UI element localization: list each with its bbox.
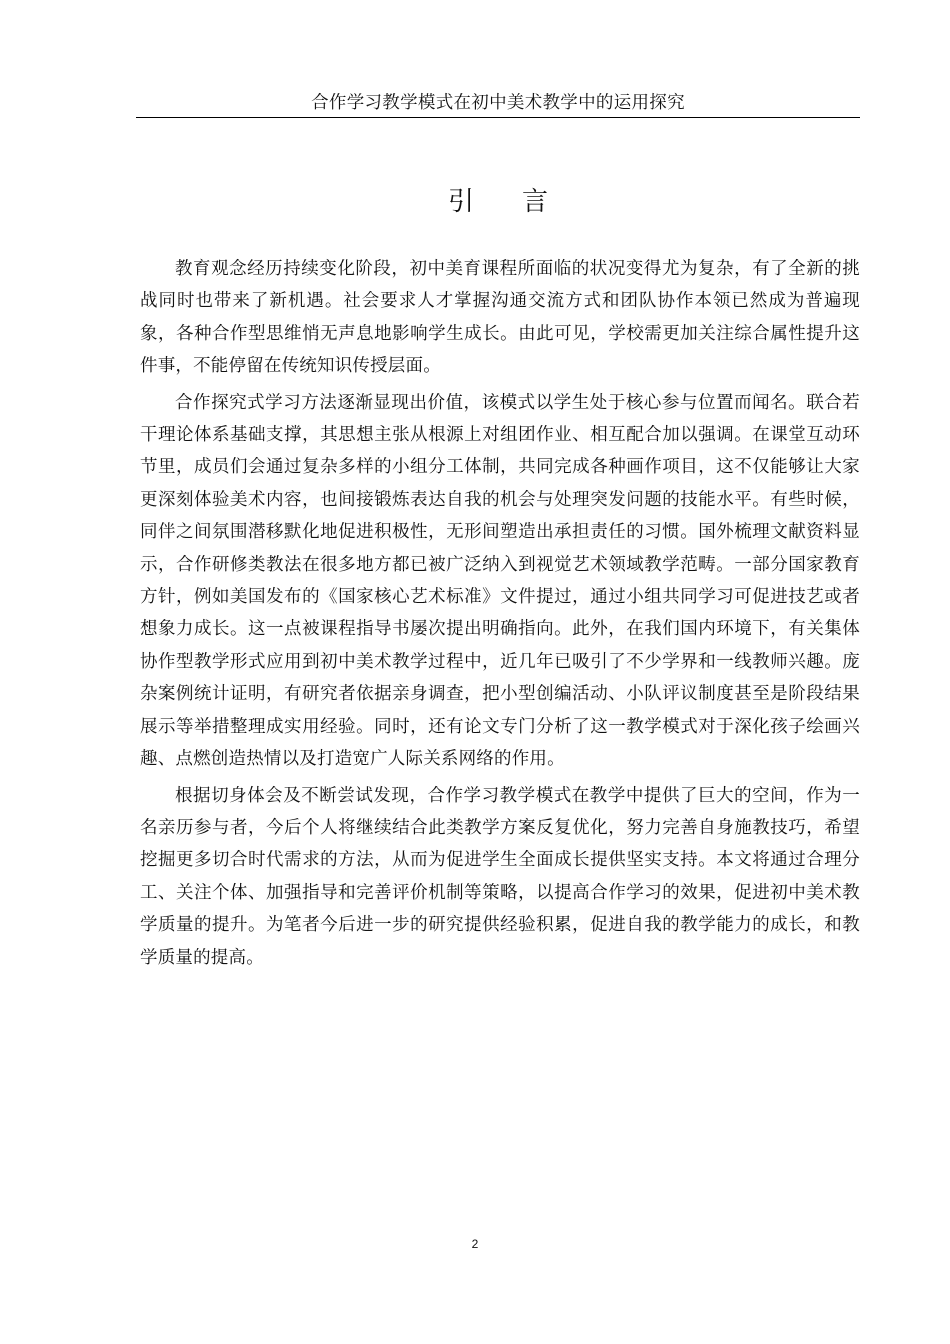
paragraph: 教育观念经历持续变化阶段，初中美育课程所面临的状况变得尤为复杂，有了全新的挑战同时也带来了新机遇。社会要求人才掌握沟通交流方式和团队协作本领已然成为普遍现象，各种合作型思维悄无声息地影响学生成长。由此可见，学校需更加关注综合属性提升这件事，不能停留在传统知识传授层面。 bbox=[140, 259, 860, 377]
section-heading-char-1: 引 bbox=[447, 187, 474, 217]
body-text bbox=[140, 253, 860, 978]
running-header: 合作学习教学模式在初中美术教学中的运用探究 bbox=[136, 90, 860, 118]
section-heading bbox=[136, 184, 860, 220]
page-number: 2 bbox=[471, 1237, 479, 1251]
paragraph: 合作探究式学习方法逐渐显现出价值，该模式以学生处于核心参与位置而闻名。联合若干理论体系基础支撑，其思想主张从根源上对组团作业、相互配合加以强调。在课堂互动环节里，成员们会通过复杂多样的小组分工体制，共同完成各种画作项目，这不仅能够让大家更深刻体验美术内容，也间接锻炼表达自我的机会与处理突发问题的技能水平。有些时候，同伴之间氛围潜移默化地促进积极性，无形间塑造出承担责任的习惯。国外梳理文献资料显示，合作研修类教法在很多地方都已被广泛纳入到视觉艺术领域教学范畴。一部分国家教育方针，例如美国发布的《国家核心艺术标准》文件提过，通过小组共同学习可促进技艺或者想象力成长。这一点被课程指导书屡次提出明确指向。此外，在我们国内环境下，有关集体协作型教学形式应用到初中美术教学过程中，近几年已吸引了不少学界和一线教师兴趣。庞杂案例统计证明，有研究者依据亲身调查，把小型创编活动、小队评议制度甚至是阶段结果展示等举措整理成实用经验。同时，还有论文专门分析了这一教学模式对于深化孩子绘画兴趣、点燃创造热情以及打造宽广人际关系网络的作用。 bbox=[140, 392, 860, 770]
section-heading-char-2: 言 bbox=[522, 187, 549, 217]
paragraph: 根据切身体会及不断尝试发现，合作学习教学模式在教学中提供了巨大的空间，作为一名亲历参与者，今后个人将继续结合此类教学方案反复优化，努力完善自身施教技巧，希望挖掘更多切合时代需求的方法，从而为促进学生全面成长提供坚实支持。本文将通过合理分工、关注个体、加强指导和完善评价机制等策略，以提高合作学习的效果，促进初中美术教学质量的提升。为笔者今后进一步的研究提供经验积累，促进自我的教学能力的成长，和教学质量的提高。 bbox=[140, 785, 860, 968]
